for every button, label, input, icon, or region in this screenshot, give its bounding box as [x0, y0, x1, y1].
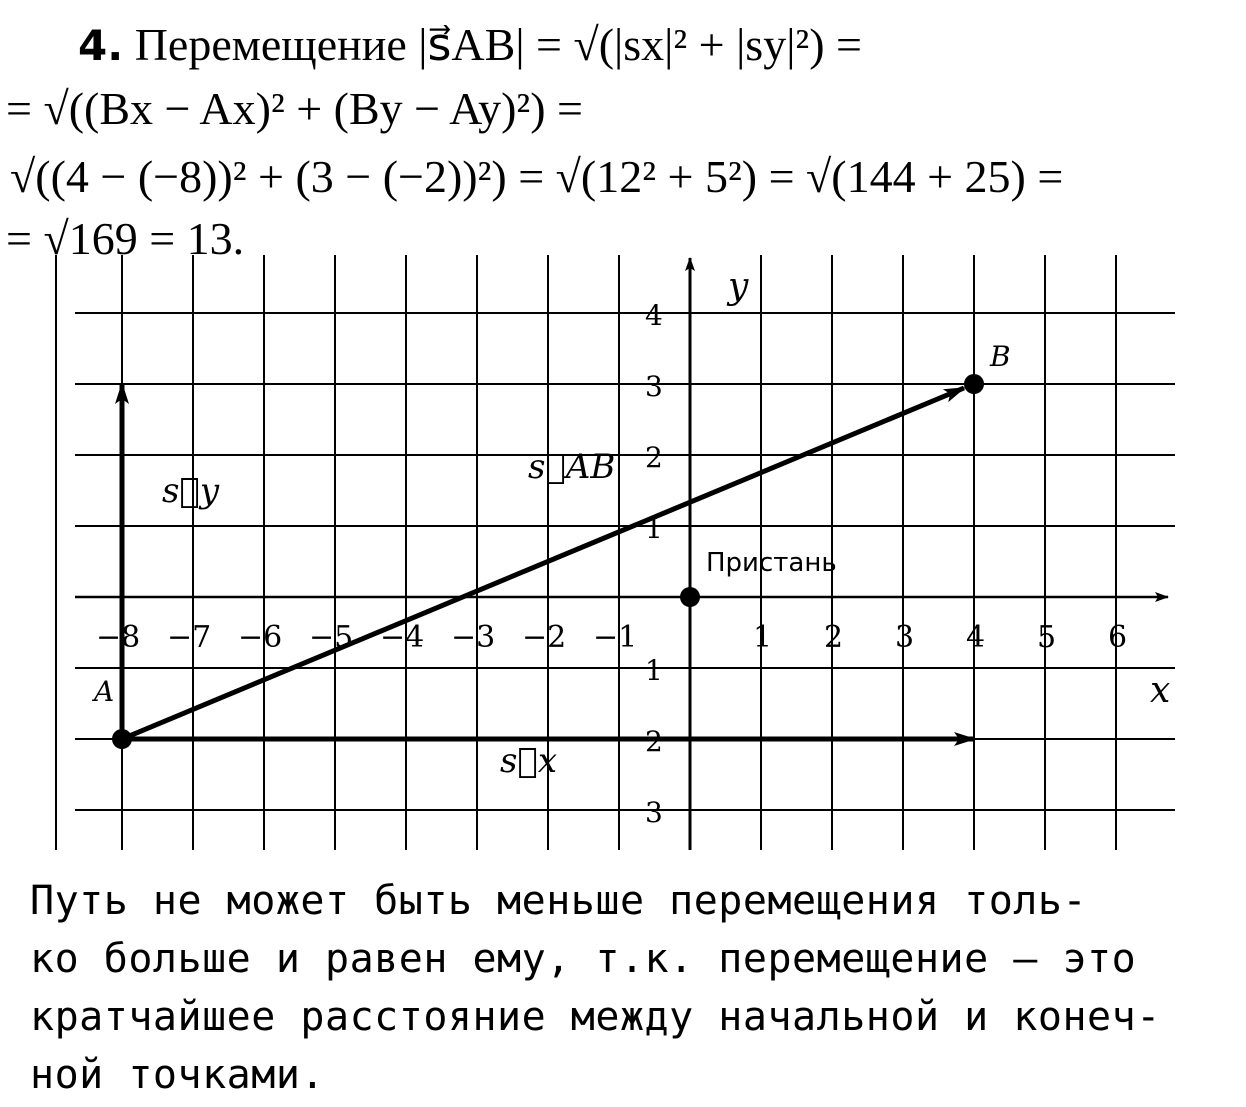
formula-line-2: = √((Bx − Ax)² + (By − Ay)²) =: [6, 83, 583, 134]
x-tick-label: 1: [753, 620, 773, 655]
x-tick-label: −5: [309, 620, 354, 655]
vector-sab-label: s⃗AB: [528, 447, 616, 487]
explanation-text: [30, 872, 1230, 1104]
text-line: кратчайшее расстояние между начальной и конеч-: [30, 994, 1161, 1040]
formula-line-1-text: Перемещение |s⃗AB| = √(|sx|² + |sy|²) =: [134, 19, 862, 70]
formula-line-4: = √169 = 13.: [6, 213, 245, 264]
x-tick-label: −1: [593, 620, 638, 655]
x-tick-label: −7: [167, 620, 212, 655]
vector-sab: [122, 388, 964, 739]
text-line: Путь не может быть меньше перемещения толь-: [30, 878, 1088, 924]
text-line: ной точками.: [30, 1052, 325, 1098]
point-pier: [680, 587, 700, 607]
vector-sy-label: s⃗y: [162, 471, 220, 511]
x-tick-label: 5: [1037, 620, 1057, 655]
y-tick-label: 4: [645, 299, 663, 332]
formula-line-1: [78, 19, 862, 70]
point-a: [112, 729, 132, 749]
point-a-label: A: [94, 675, 115, 708]
y-tick-label: 1: [645, 654, 663, 687]
formula-line-3: √((4 − (−8))² + (3 − (−2))²) = √(12² + 5²) = √(144 + 25) =: [10, 151, 1064, 202]
y-tick-label: 2: [645, 725, 663, 758]
x-tick-label: −6: [238, 620, 283, 655]
x-tick-label: −3: [451, 620, 496, 655]
x-tick-label: −8: [96, 620, 141, 655]
x-tick-label: 3: [895, 620, 915, 655]
x-tick-label: 4: [966, 620, 986, 655]
point-pier-label: Пристань: [706, 548, 837, 578]
vector-sx-label: s⃗x: [500, 741, 558, 781]
point-b: [964, 374, 984, 394]
x-tick-label: −4: [380, 620, 425, 655]
y-tick-label: 3: [645, 796, 663, 829]
problem-number: 4.: [78, 21, 124, 70]
x-tick-label: 6: [1108, 620, 1128, 655]
y-tick-label: 1: [645, 512, 663, 545]
x-tick-label: −2: [522, 620, 567, 655]
y-tick-label: 2: [645, 441, 663, 474]
coordinate-diagram: [0, 250, 1246, 860]
labels: [91, 266, 1170, 829]
y-tick-label: 3: [645, 370, 663, 403]
point-b-label: B: [990, 340, 1011, 373]
x-tick-label: 2: [824, 620, 844, 655]
x-axis-label: x: [1150, 670, 1171, 711]
formula-block: [0, 10, 1246, 264]
y-axis-label: y: [728, 266, 749, 307]
text-line: ко больше и равен ему, т.к. перемещение — это: [30, 936, 1137, 982]
